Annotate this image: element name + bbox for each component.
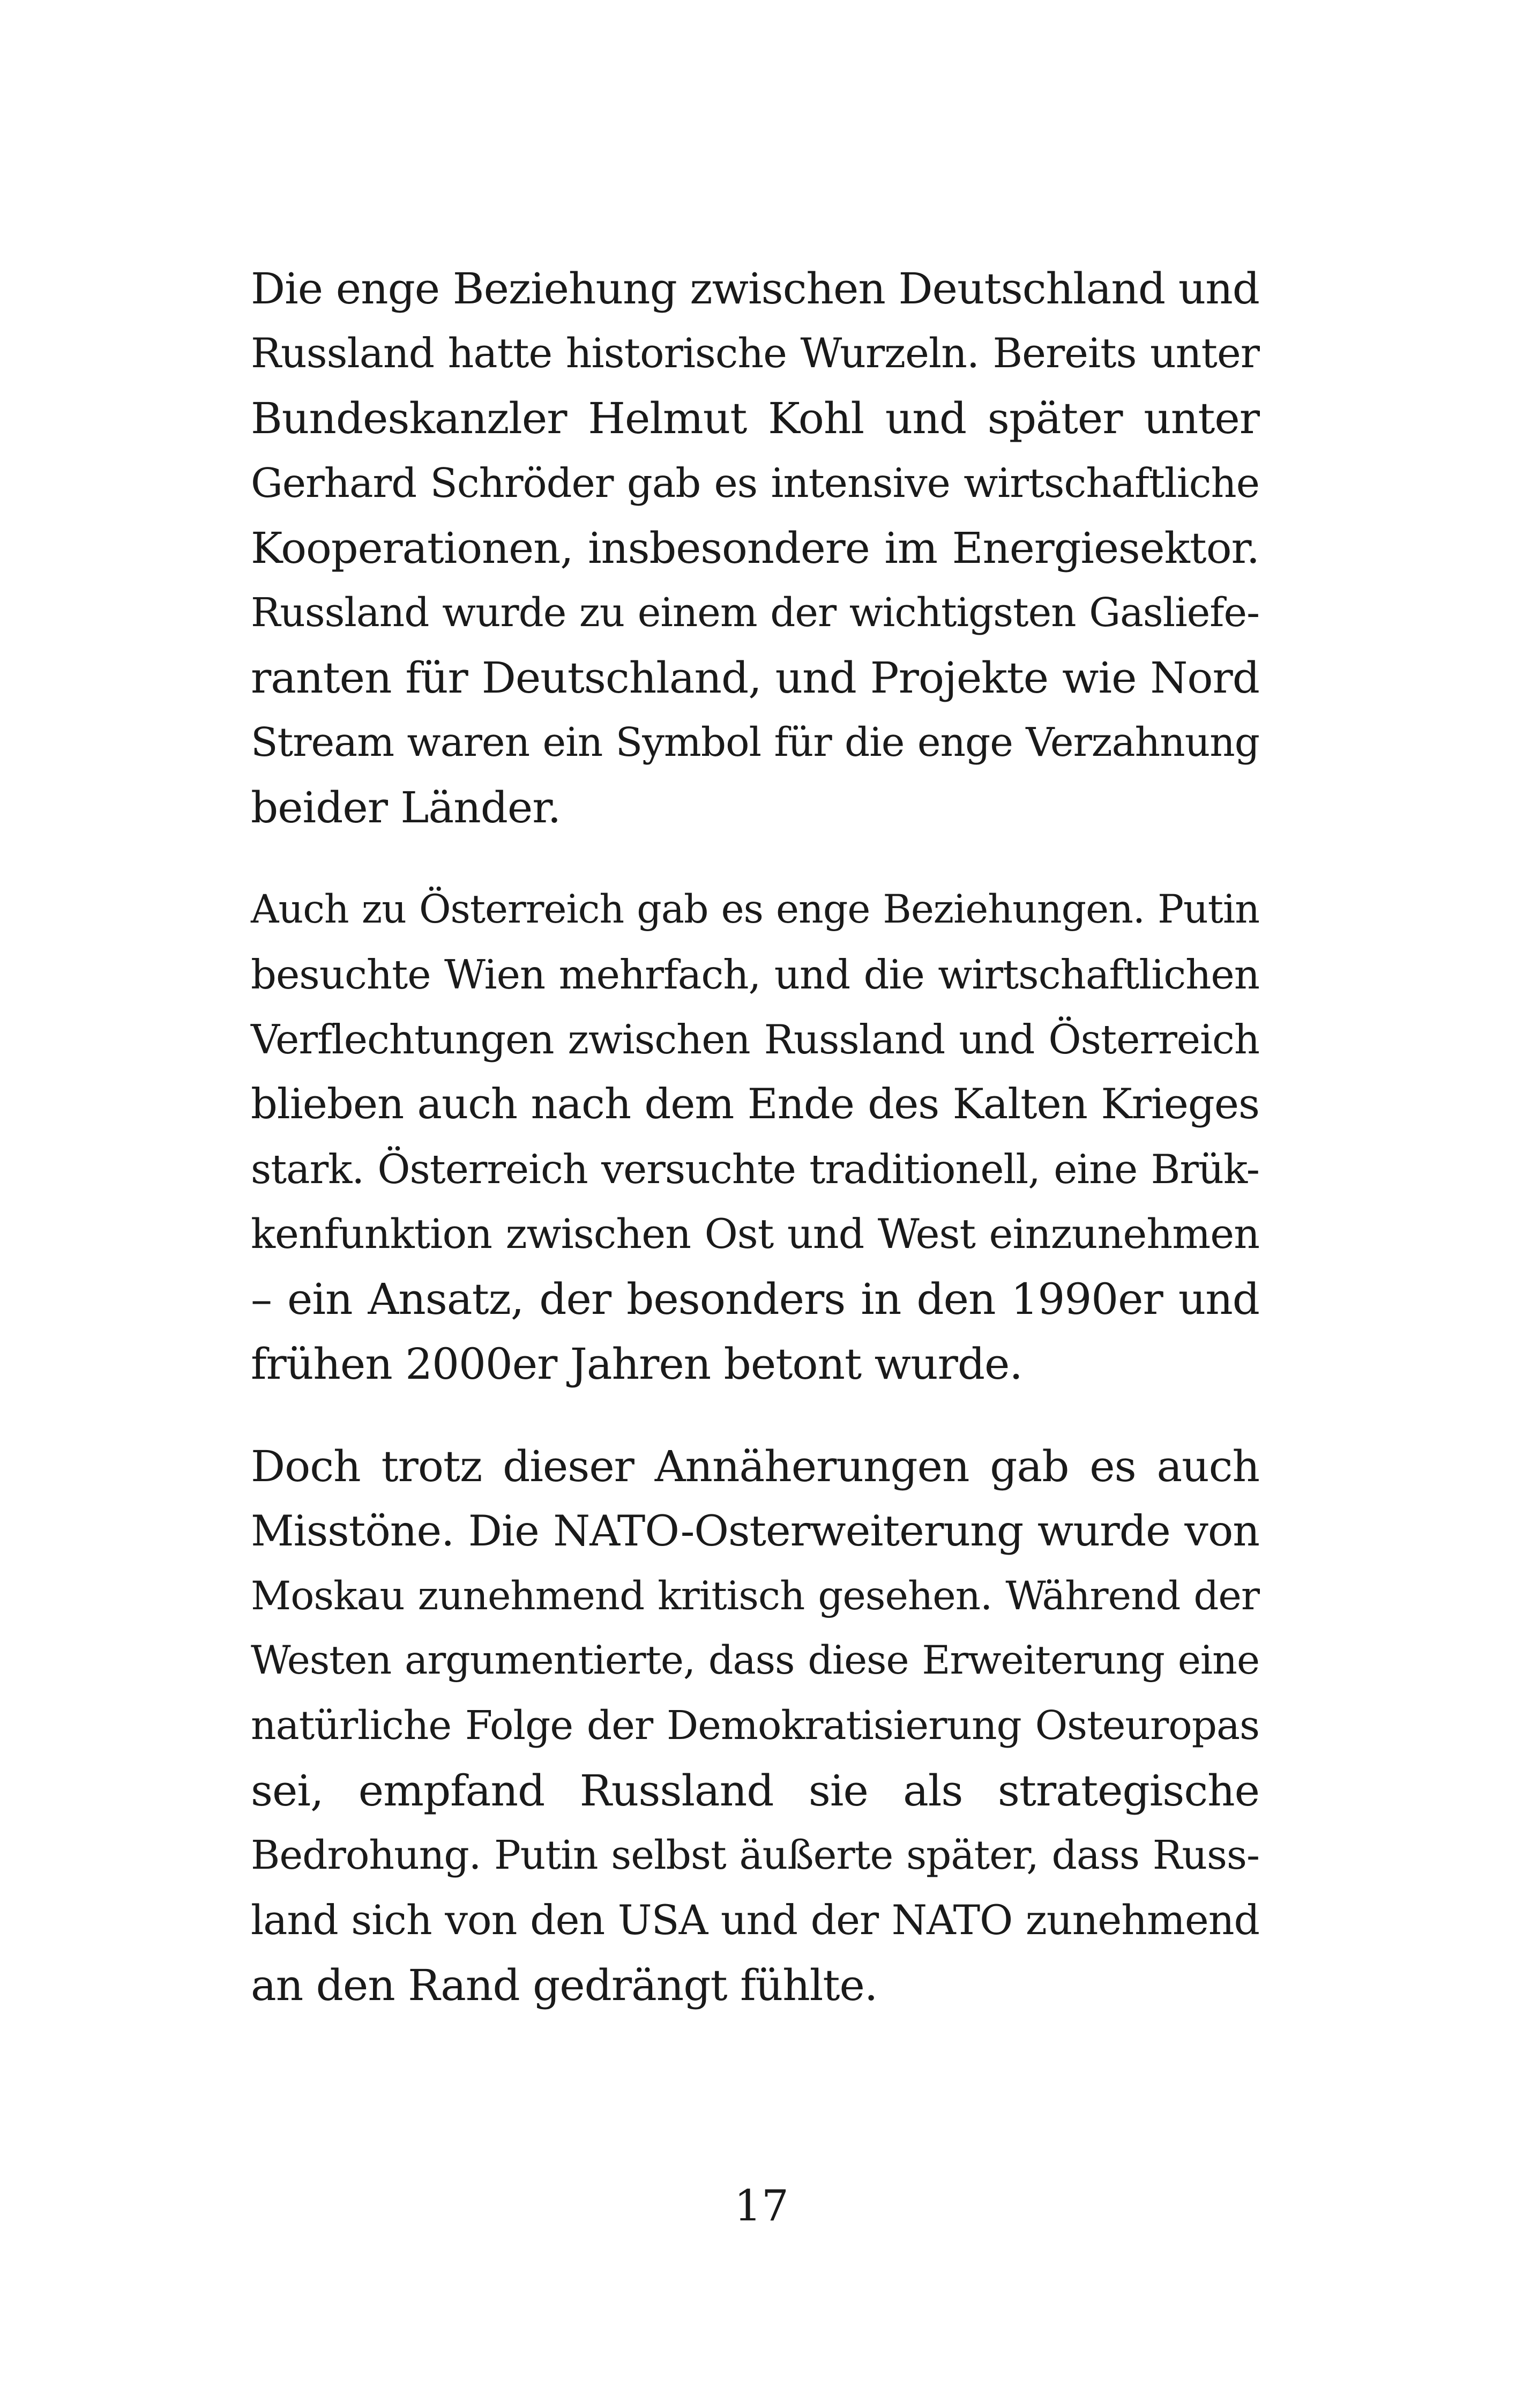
text-line: Auch zu Österreich gab es enge Beziehungen. Putin [251,887,1259,932]
text-line: – ein Ansatz, der besonders in den 1990er und [251,1274,1259,1324]
text-line: natürliche Folge der Demokratisierung Osteuropas [251,1703,1259,1749]
body-text [251,256,1259,2018]
text-line: Moskau zunehmend kritisch gesehen. Während der [251,1573,1259,1619]
text-line: Westen argumentierte, dass diese Erweiterung eine [251,1638,1259,1683]
paragraph-2 [251,878,1259,1396]
text-line: Russland hatte historische Wurzeln. Bereits unter [251,330,1259,377]
text-line: Doch trotz dieser Annäherungen gab es auch [251,1441,1259,1491]
text-line: Misstöne. Die NATO-Osterweiterung wurde von [251,1506,1259,1556]
text-line: besuchte Wien mehrfach, und die wirtschaftlichen [251,951,1259,998]
text-line: stark. Österreich versuchte traditionell, eine Brük- [251,1146,1259,1193]
text-line: Stream waren ein Symbol für die enge Verzahnung [251,719,1259,765]
page-number: 17 [734,2181,789,2231]
text-line: Kooperationen, insbesondere im Energiesektor. [251,523,1259,573]
paragraph-spacer [251,1396,1259,1434]
text-line: frühen 2000er Jahren betont wurde. [251,1339,1022,1389]
text-line: Bundeskanzler Helmut Kohl und später unter [251,393,1259,443]
text-line: beider Länder. [251,783,561,833]
text-line: Verflechtungen zwischen Russland und Österreich [251,1016,1259,1063]
paragraph-3 [251,1434,1259,2018]
text-line: kenfunktion zwischen Ost und West einzunehmen [251,1210,1259,1258]
text-line: Gerhard Schröder gab es intensive wirtschaftliche [251,460,1259,507]
text-line: Russland wurde zu einem der wichtigsten Gasliefe- [251,590,1259,636]
text-line: Bedrohung. Putin selbst äußerte später, dass Russ- [251,1832,1259,1878]
text-line: an den Rand gedrängt fühlte. [251,1960,878,2010]
text-line: ranten für Deutschland, und Projekte wie Nord [251,653,1259,703]
text-line: blieben auch nach dem Ende des Kalten Krieges [251,1080,1259,1128]
text-line: Die enge Beziehung zwischen Deutschland und [251,264,1259,314]
text-line: land sich von den USA und der NATO zunehmend [251,1897,1259,1944]
paragraph-1 [251,256,1259,840]
paragraph-spacer [251,840,1259,878]
text-line: sei, empfand Russland sie als strategische [251,1766,1259,1816]
